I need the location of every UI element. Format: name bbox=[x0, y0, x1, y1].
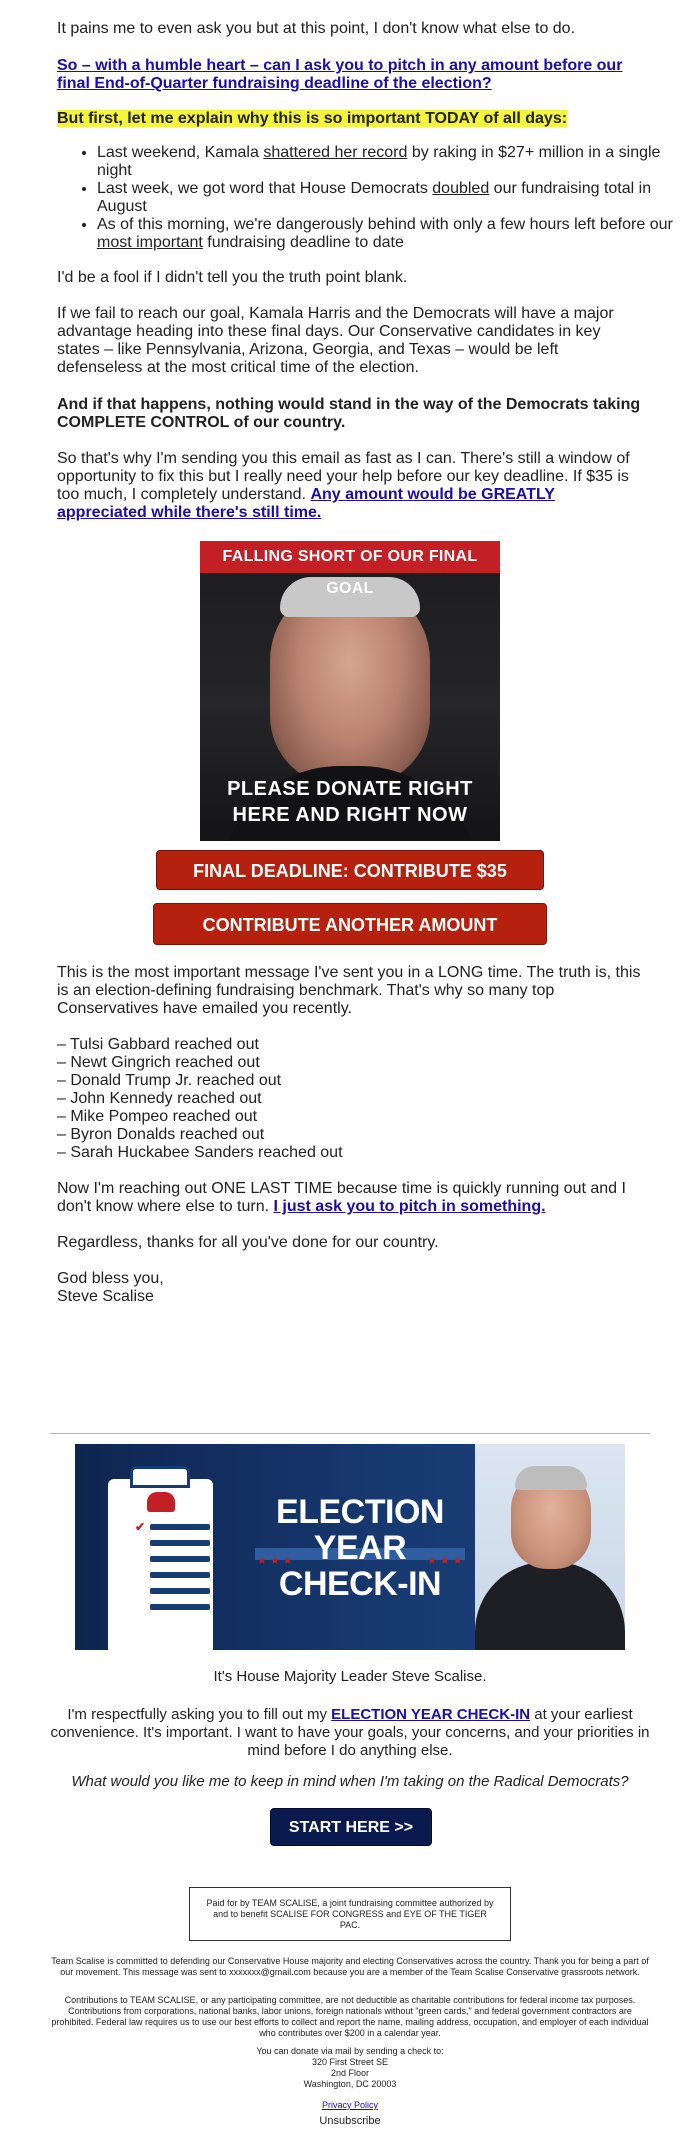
banner-title-line: CHECK-IN bbox=[278, 1565, 442, 1603]
bullet-text: Last weekend, Kamala bbox=[97, 144, 264, 161]
list-item: – Donald Trump Jr. reached out bbox=[57, 1072, 282, 1089]
bullet-text: fundraising deadline to date bbox=[202, 234, 404, 251]
list-item: – Tulsi Gabbard reached out bbox=[57, 1036, 259, 1053]
contribute-35-button[interactable]: FINAL DEADLINE: CONTRIBUTE $35 bbox=[156, 850, 544, 890]
address-line: 2nd Floor bbox=[330, 2068, 370, 2078]
address-line: 320 First Street SE bbox=[311, 2057, 389, 2067]
clipboard-clip-icon bbox=[130, 1466, 190, 1488]
body-text: Now I'm reaching out ONE LAST TIME because time is quickly running out and I don't know where else to turn. bbox=[57, 1180, 626, 1215]
bullet-link[interactable]: doubled bbox=[432, 180, 490, 197]
names-list bbox=[57, 1036, 647, 1162]
start-here-button[interactable]: START HERE >> bbox=[270, 1808, 432, 1846]
list-item: – Mike Pompeo reached out bbox=[57, 1108, 258, 1125]
pitch-in-link[interactable]: I just ask you to pitch in something. bbox=[273, 1198, 546, 1215]
clipboard-line bbox=[150, 1556, 210, 1562]
hero-caption bbox=[200, 776, 500, 828]
bold-paragraph: And if that happens, nothing would stand in the way of the Democrats taking COMPLETE CONTROL of our country. bbox=[57, 396, 641, 431]
list-item bbox=[97, 144, 687, 180]
body-paragraph bbox=[57, 450, 647, 522]
privacy-policy-link[interactable]: Privacy Policy bbox=[321, 2100, 378, 2110]
star-icon: ★★★ bbox=[427, 1555, 466, 1567]
clipboard-line bbox=[150, 1540, 210, 1546]
hero-banner: FALLING SHORT OF OUR FINAL GOAL bbox=[200, 541, 500, 573]
hero-caption-line: HERE AND RIGHT NOW bbox=[232, 804, 468, 826]
donate-link-paragraph bbox=[57, 57, 647, 93]
portrait-photo bbox=[475, 1444, 625, 1650]
clipboard-line bbox=[150, 1604, 210, 1610]
body-paragraph bbox=[57, 1180, 647, 1216]
checkin-text: I'm respectfully asking you to fill out my bbox=[67, 1706, 332, 1723]
checkin-paragraph bbox=[50, 1706, 650, 1760]
list-item bbox=[97, 216, 687, 252]
bullet-link[interactable]: shattered her record bbox=[263, 144, 408, 161]
checkin-text: at your earliest convenience. It's important. I want to have your goals, your concerns, and your priorities in mind before I do anything else. bbox=[50, 1706, 650, 1759]
divider bbox=[50, 1433, 650, 1434]
hero-caption-line: PLEASE DONATE RIGHT bbox=[227, 778, 473, 800]
election-checkin-banner[interactable] bbox=[75, 1444, 625, 1650]
bullet-list bbox=[57, 144, 687, 252]
signature bbox=[57, 1270, 647, 1306]
mail-text: You can donate via mail by sending a check to: bbox=[256, 2046, 444, 2056]
body-paragraph: Regardless, thanks for all you've done for our country. bbox=[57, 1234, 439, 1251]
body-paragraph: This is the most important message I've sent you in a LONG time. The truth is, this is an election-defining fundraising benchmark. That's why so many top Conservatives have emailed you recently. bbox=[57, 964, 641, 1017]
portrait-shirt bbox=[475, 1562, 625, 1650]
donate-hero-image[interactable] bbox=[200, 541, 500, 841]
checkin-question: What would you like me to keep in mind when I'm taking on the Radical Democrats? bbox=[71, 1773, 629, 1790]
any-amount-link[interactable]: Any amount would be GREATLY appreciated while there's still time. bbox=[57, 486, 555, 521]
clipboard-line bbox=[150, 1572, 210, 1578]
bullet-text: Last week, we got word that House Democrats bbox=[97, 180, 433, 197]
elephant-icon bbox=[147, 1492, 175, 1512]
bullet-text: by raking in $27+ million in a single night bbox=[97, 144, 661, 179]
committed-text: Team Scalise is committed to defending our Conservative House majority and electing Conservatives across the country. Thank you for being a part of our movement. This message was sent to xxxxxxx@gmail.com because you are a member of the Team Scalise Conservative grassroots network. bbox=[51, 1956, 649, 1977]
humble-heart-link[interactable]: So – with a humble heart – can I ask you to pitch in any amount before our final End-of-Quarter fundraising deadline of the election? bbox=[57, 57, 623, 92]
unsubscribe-link[interactable]: Unsubscribe bbox=[319, 2115, 381, 2127]
bullet-text: As of this morning, we're dangerously behind with only a few hours left before our bbox=[97, 216, 673, 233]
contribute-another-button[interactable]: CONTRIBUTE ANOTHER AMOUNT bbox=[153, 903, 547, 945]
banner-title-line: ELECTION YEAR bbox=[276, 1493, 444, 1567]
star-icon: ★★★ bbox=[257, 1555, 296, 1567]
unsubscribe-row bbox=[50, 2115, 650, 2128]
mailing-address bbox=[50, 2046, 650, 2090]
bullet-text: our fundraising total in August bbox=[97, 180, 652, 215]
portrait-hair bbox=[515, 1466, 587, 1490]
privacy-row bbox=[50, 2100, 650, 2111]
list-item: – Sarah Huckabee Sanders reached out bbox=[57, 1144, 343, 1161]
check-icon: ✔ bbox=[135, 1520, 146, 1534]
clipboard-line bbox=[150, 1524, 210, 1530]
highlight-text: But first, let me explain why this is so important TODAY of all days: bbox=[57, 110, 568, 127]
intro-text: It pains me to even ask you but at this point, I don't know what else to do. bbox=[57, 20, 576, 37]
body-text: So that's why I'm sending you this email as fast as I can. There's still a window of opportunity to fix this but I really need your help before our key deadline. If $35 is too much, I completely understand. bbox=[57, 450, 630, 503]
checkin-link[interactable]: ELECTION YEAR CHECK-IN bbox=[331, 1706, 531, 1723]
list-item: – Byron Donalds reached out bbox=[57, 1126, 265, 1143]
paid-for-box: Paid for by TEAM SCALISE, a joint fundraising committee authorized by and to benefit SCALISE FOR CONGRESS and EYE OF THE TIGER PAC. bbox=[189, 1887, 511, 1941]
contributions-disclaimer: Contributions to TEAM SCALISE, or any participating committee, are not deductible as charitable contributions for federal income tax purposes. Contributions from corporations, national banks, labor unions, foreign nationals without "green cards," and federal government contractors are prohibited. Federal law requires us to use our best efforts to collect and report the name, mailing address, occupation, and employer of each individual who contributes over $200 in a calendar year. bbox=[51, 1995, 649, 2038]
bullet-link[interactable]: most important bbox=[97, 234, 203, 251]
leader-text: It's House Majority Leader Steve Scalise. bbox=[213, 1668, 487, 1685]
banner-title bbox=[235, 1494, 485, 1602]
body-paragraph: If we fail to reach our goal, Kamala Harris and the Democrats will have a major advantage heading into these final days. Our Conservative candidates in key states – like Pennsylvania, Arizona, Georgia, and Texas – would be left defenseless at the most critical time of the election. bbox=[57, 305, 614, 376]
list-item bbox=[97, 180, 687, 216]
signature-line: God bless you, bbox=[57, 1270, 164, 1287]
address-line: Washington, DC 20003 bbox=[303, 2079, 397, 2089]
highlight-paragraph bbox=[57, 110, 647, 128]
body-paragraph: I'd be a fool if I didn't tell you the truth point blank. bbox=[57, 269, 408, 286]
signature-name: Steve Scalise bbox=[57, 1288, 154, 1305]
list-item: – John Kennedy reached out bbox=[57, 1090, 262, 1107]
list-item: – Newt Gingrich reached out bbox=[57, 1054, 260, 1071]
clipboard-line bbox=[150, 1588, 210, 1594]
